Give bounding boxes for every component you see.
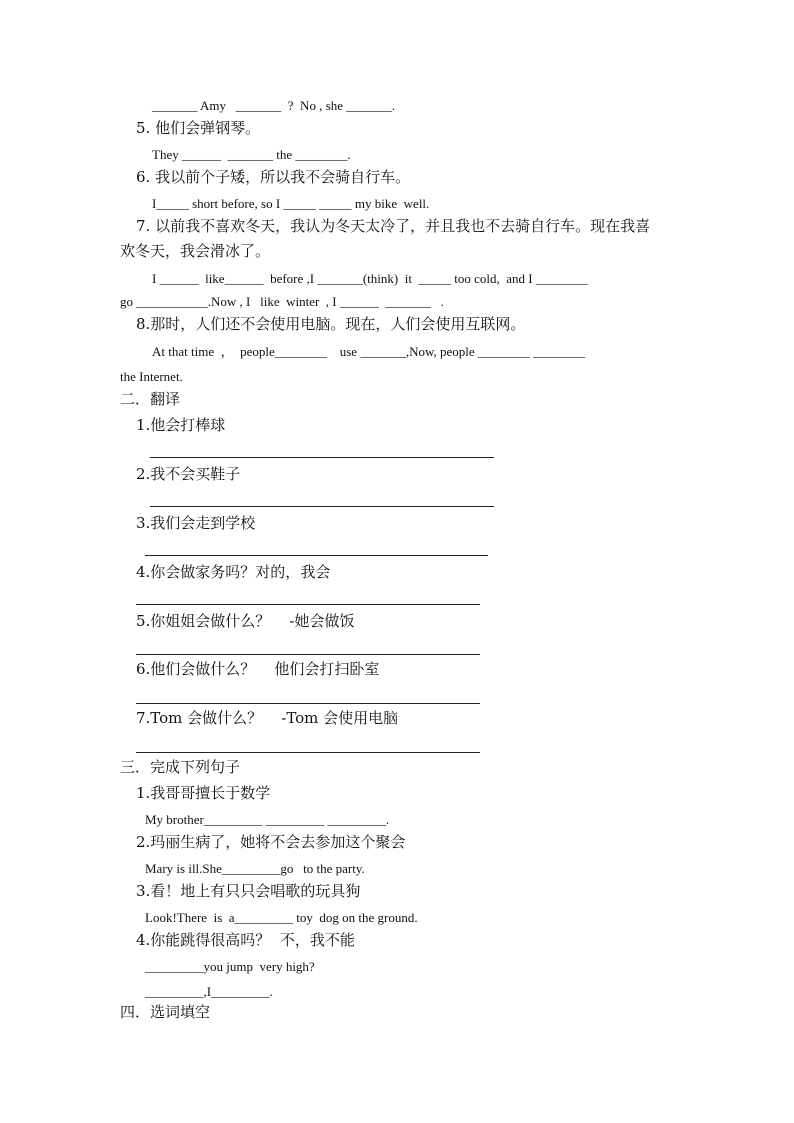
question-8-english-line1: At that time ， people________ use _______,Now, people ________ ________ [152,344,586,359]
question-5-english: They ______ _______ the ________. [152,147,351,162]
question-6-english: I_____ short before, so I _____ _____ my bike well. [152,196,430,211]
question-6-chinese: 6. 我以前个子矮，所以我不会骑自行车。 [136,168,411,186]
section-4-heading: 四．选词填空 [120,1003,211,1021]
answer-line [145,555,488,556]
translation-item-5: 5.你姐姐会做什么？ -她会做饭 [136,612,355,630]
question-7-chinese-line1: 7. 以前我不喜欢冬天，我认为冬天太冷了，并且我也不去骑自行车。现在我喜 [136,217,651,235]
sentence-3-english: Look!There is a_________ toy dog on the ground. [145,910,418,925]
question-8-english-line2: the Internet. [120,369,183,384]
fill-blank-line: _______ Amy _______ ? No , she _______. [152,98,396,113]
sentence-2-english: Mary is ill.She_________go to the party. [145,861,365,876]
translation-item-1: 1.他会打棒球 [136,416,226,434]
sentence-1-chinese: 1.我哥哥擅长于数学 [136,784,271,802]
question-7-english-line2: go ___________.Now , I like winter , I ______ _______ . [120,294,444,309]
sentence-4-english-answer: _________,I_________. [145,984,273,999]
answer-line [136,703,480,704]
section-3-heading: 三．完成下列句子 [120,758,241,776]
question-8-chinese: 8.那时，人们还不会使用电脑。现在，人们会使用互联网。 [136,315,526,333]
translation-item-7: 7.Tom 会做什么？ -Tom 会使用电脑 [136,709,399,727]
sentence-2-chinese: 2.玛丽生病了，她将不会去参加这个聚会 [136,833,406,851]
section-2-heading: 二．翻译 [120,390,181,408]
sentence-3-chinese: 3.看！地上有只只会唱歌的玩具狗 [136,882,361,900]
question-5-chinese: 5. 他们会弹钢琴。 [136,119,261,137]
translation-item-4: 4.你会做家务吗？对的，我会 [136,563,331,581]
sentence-1-english: My brother_________ _________ _________. [145,812,390,827]
answer-line [150,457,494,458]
translation-item-3: 3.我们会走到学校 [136,514,256,532]
answer-line [136,604,480,605]
translation-item-6: 6.他们会做什么？ 他们会打扫卧室 [136,660,380,678]
translation-item-2: 2.我不会买鞋子 [136,465,241,483]
answer-line [136,752,480,753]
answer-line [150,506,494,507]
sentence-4-english-question: _________you jump very high? [145,959,315,974]
sentence-4-chinese: 4.你能跳得很高吗？ 不，我不能 [136,931,355,949]
question-7-chinese-line2: 欢冬天，我会滑冰了。 [120,242,271,260]
answer-line [136,654,480,655]
question-7-english-line1: I ______ like______ before ,I _______(think) it _____ too cold, and I ________ [152,271,588,286]
